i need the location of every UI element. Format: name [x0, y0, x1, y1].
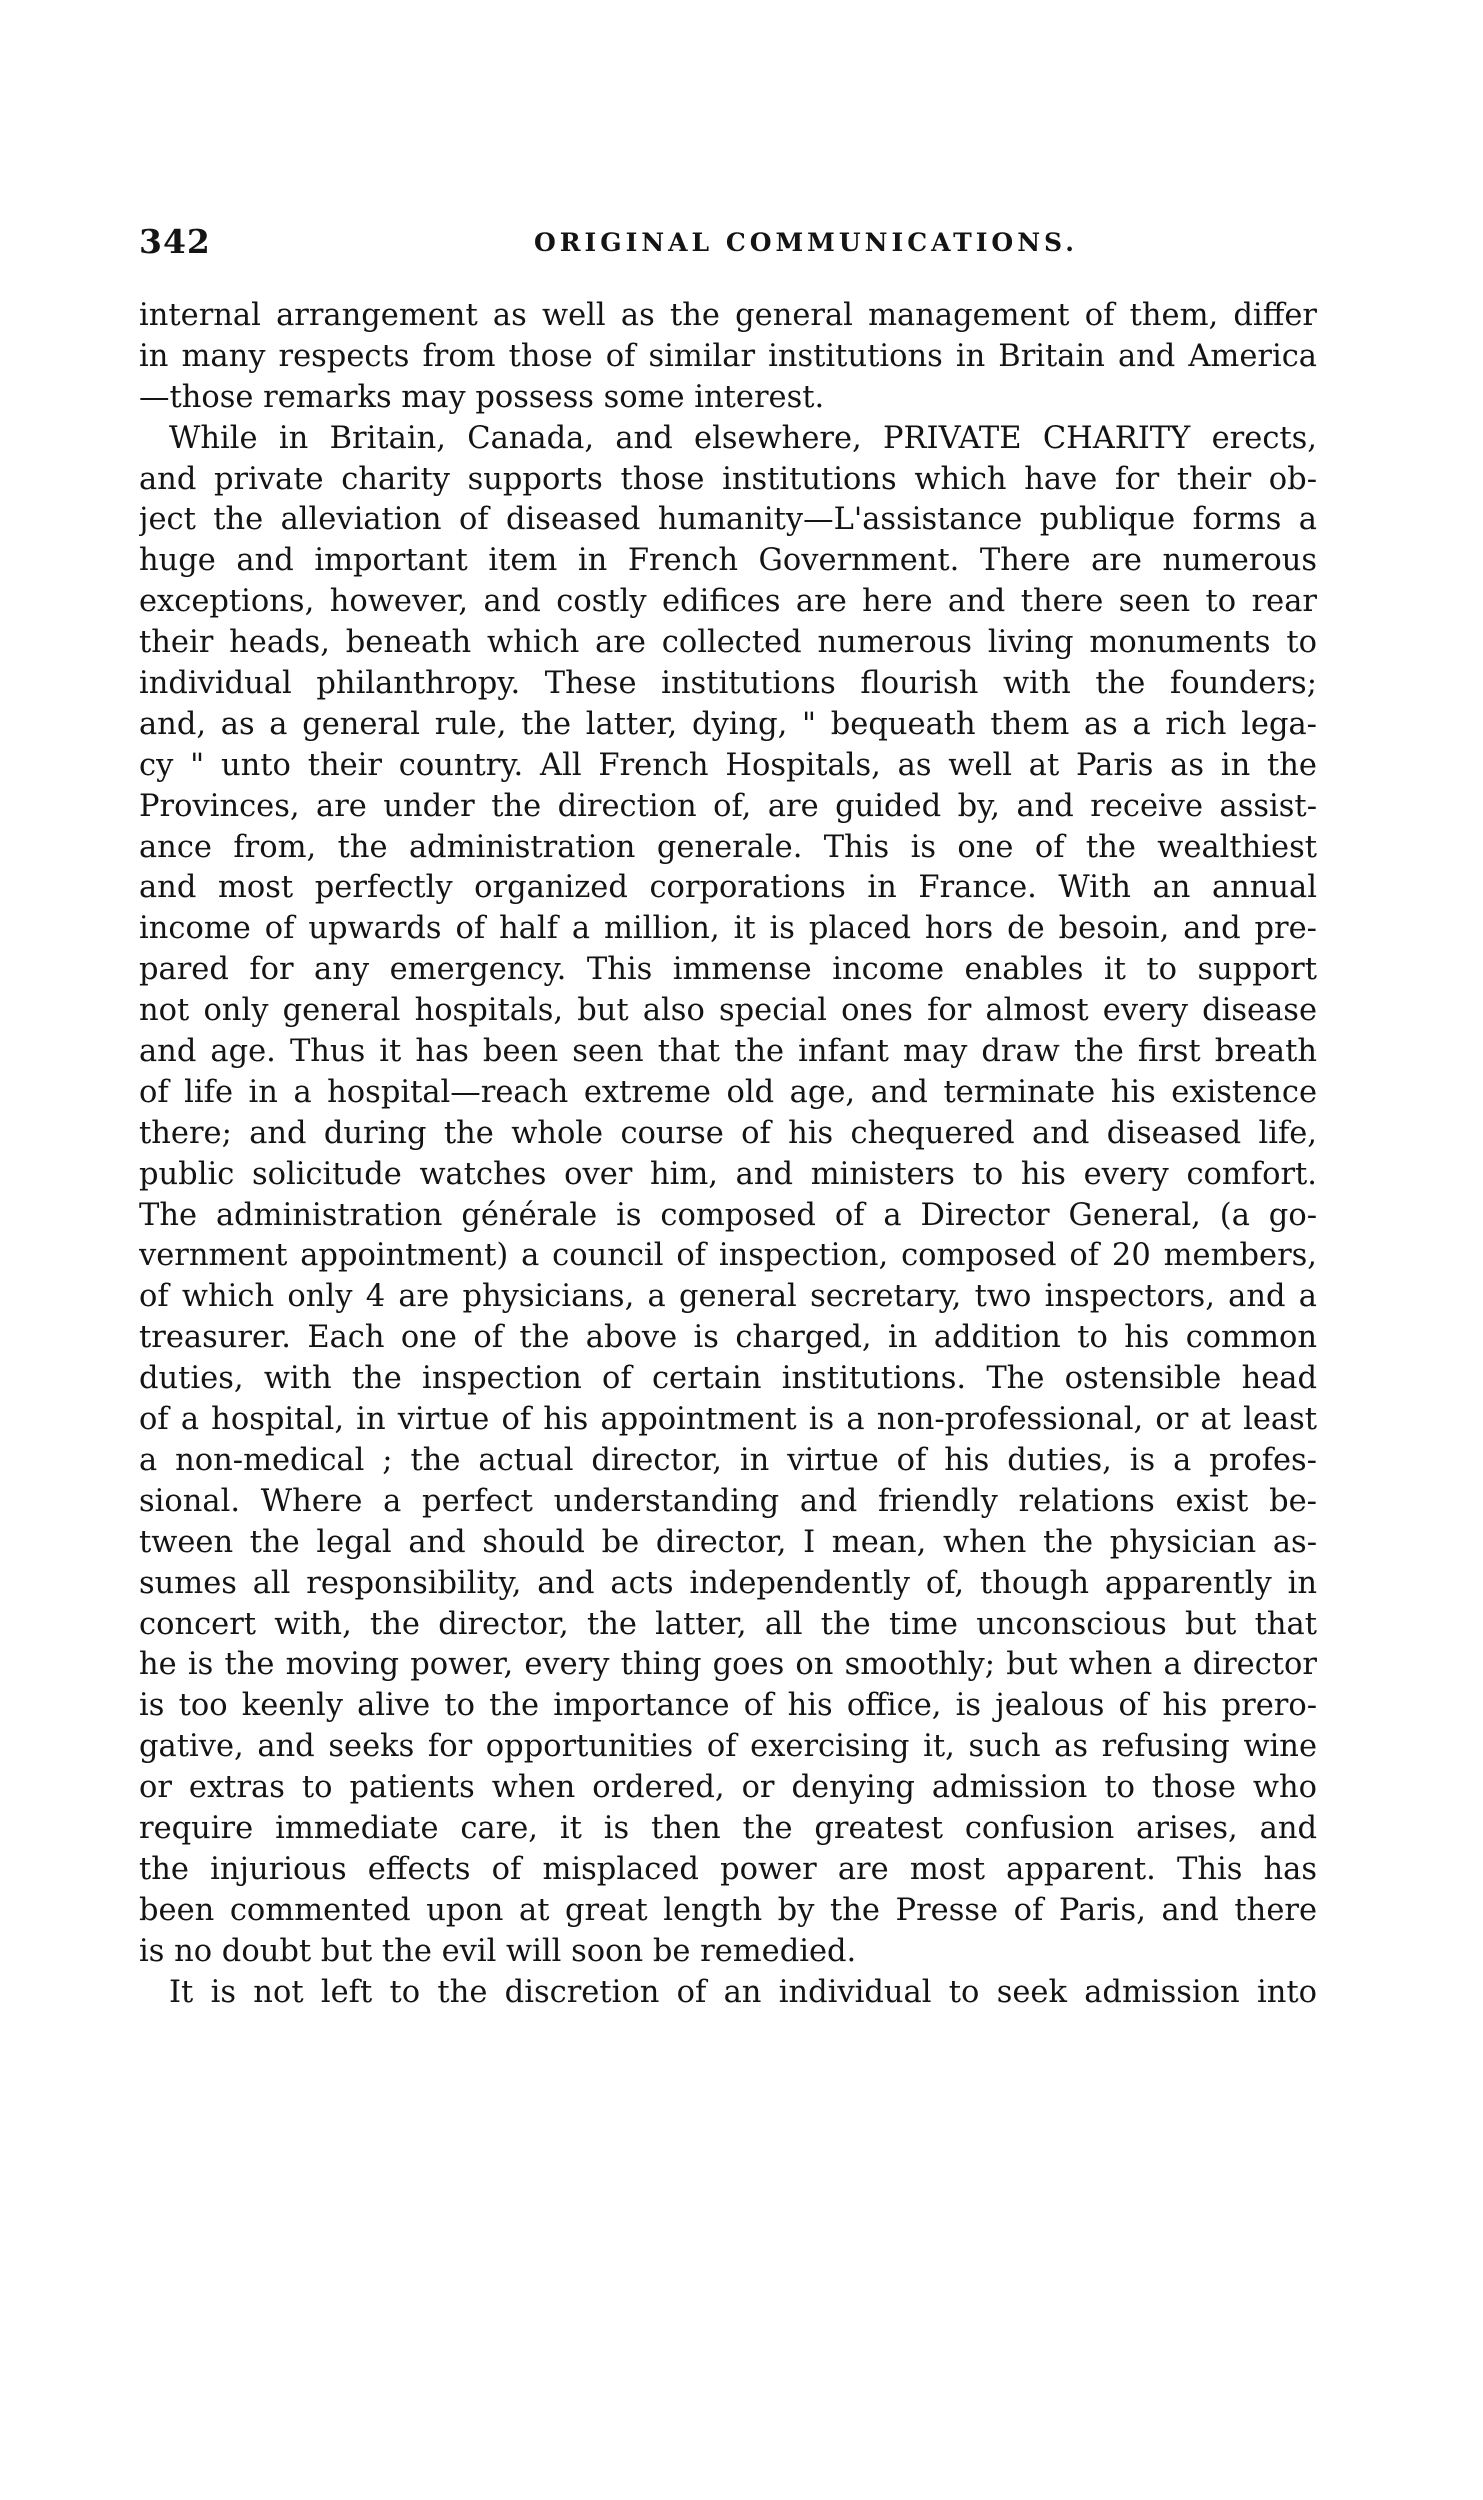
text-line: While in Britain, Canada, and elsewhere, PRIVATE CHARITY erects, — [169, 420, 1317, 456]
text-line: require immediate care, it is then the greatest confusion arises, and — [139, 1810, 1317, 1846]
text-line: —those remarks may possess some interest. — [139, 379, 825, 415]
text-line: individual philanthropy. These institutions flourish with the founders; — [139, 666, 1317, 702]
text-line: not only general hospitals, but also special ones for almost every disease — [139, 993, 1317, 1029]
text-line: sumes all responsibility, and acts independently of, though apparently in — [139, 1565, 1317, 1601]
text-line: a non-medical ; the actual director, in virtue of his duties, is a profes- — [139, 1442, 1317, 1478]
text-line: in many respects from those of similar institutions in Britain and America — [139, 338, 1317, 374]
text-line: is no doubt but the evil will soon be remedied. — [139, 1933, 857, 1969]
text-line: and, as a general rule, the latter, dying, " bequeath them as a rich lega- — [139, 706, 1317, 742]
body-text — [139, 296, 1317, 2013]
text-line: of which only 4 are physicians, a general secretary, two inspectors, and a — [139, 1279, 1317, 1315]
text-line: Provinces, are under the direction of, are guided by, and receive assist- — [139, 788, 1317, 824]
text-line: treasurer. Each one of the above is charged, in addition to his common — [139, 1320, 1317, 1356]
page-header — [139, 222, 1319, 272]
text-line: gative, and seeks for opportunities of exercising it, such as refusing wine — [139, 1729, 1317, 1765]
text-line: It is not left to the discretion of an individual to seek admission into — [169, 1974, 1317, 2010]
text-line: huge and important item in French Government. There are numerous — [139, 543, 1317, 579]
text-line: the injurious effects of misplaced power are most apparent. This has — [139, 1851, 1317, 1887]
text-line: of a hospital, in virtue of his appointment is a non-professional, or at least — [139, 1402, 1317, 1438]
text-line: their heads, beneath which are collected numerous living monuments to — [139, 625, 1317, 661]
text-line: public solicitude watches over him, and ministers to his every comfort. — [139, 1156, 1317, 1192]
text-line: duties, with the inspection of certain institutions. The ostensible head — [139, 1361, 1317, 1397]
text-line: there; and during the whole course of his chequered and diseased life, — [139, 1115, 1317, 1151]
text-line: The administration générale is composed of a Director General, (a go- — [139, 1197, 1317, 1233]
text-line: and private charity supports those institutions which have for their ob- — [139, 461, 1317, 497]
text-line: sional. Where a perfect understanding and friendly relations exist be- — [139, 1483, 1317, 1519]
text-line: of life in a hospital—reach extreme old age, and terminate his existence — [139, 1074, 1317, 1110]
text-line: income of upwards of half a million, it is placed hors de besoin, and pre- — [139, 911, 1317, 947]
text-line: he is the moving power, every thing goes on smoothly; but when a director — [139, 1647, 1317, 1683]
text-line: and age. Thus it has been seen that the infant may draw the first breath — [139, 1034, 1317, 1070]
text-line: ject the alleviation of diseased humanity—L'assistance publique forms a — [139, 502, 1317, 538]
text-line: concert with, the director, the latter, all the time unconscious but that — [139, 1606, 1317, 1642]
text-line: cy " unto their country. All French Hospitals, as well at Paris as in the — [139, 747, 1317, 783]
text-line: is too keenly alive to the importance of his office, is jealous of his prero- — [139, 1688, 1317, 1724]
page-number: 342 — [139, 222, 211, 261]
text-line: internal arrangement as well as the general management of them, differ — [139, 298, 1317, 333]
text-line: exceptions, however, and costly edifices are here and there seen to rear — [139, 584, 1317, 620]
text-line: tween the legal and should be director, I mean, when the physician as- — [139, 1524, 1317, 1560]
text-line: been commented upon at great length by the Presse of Paris, and there — [139, 1892, 1317, 1928]
text-line: and most perfectly organized corporations in France. With an annual — [139, 870, 1317, 906]
text-line: vernment appointment) a council of inspection, composed of 20 members, — [139, 1238, 1317, 1274]
text-line: pared for any emergency. This immense income enables it to support — [139, 952, 1317, 988]
text-line: ance from, the administration generale. This is one of the wealthiest — [139, 829, 1317, 865]
running-head: ORIGINAL COMMUNICATIONS. — [534, 228, 1078, 257]
text-line: or extras to patients when ordered, or denying admission to those who — [139, 1770, 1317, 1806]
